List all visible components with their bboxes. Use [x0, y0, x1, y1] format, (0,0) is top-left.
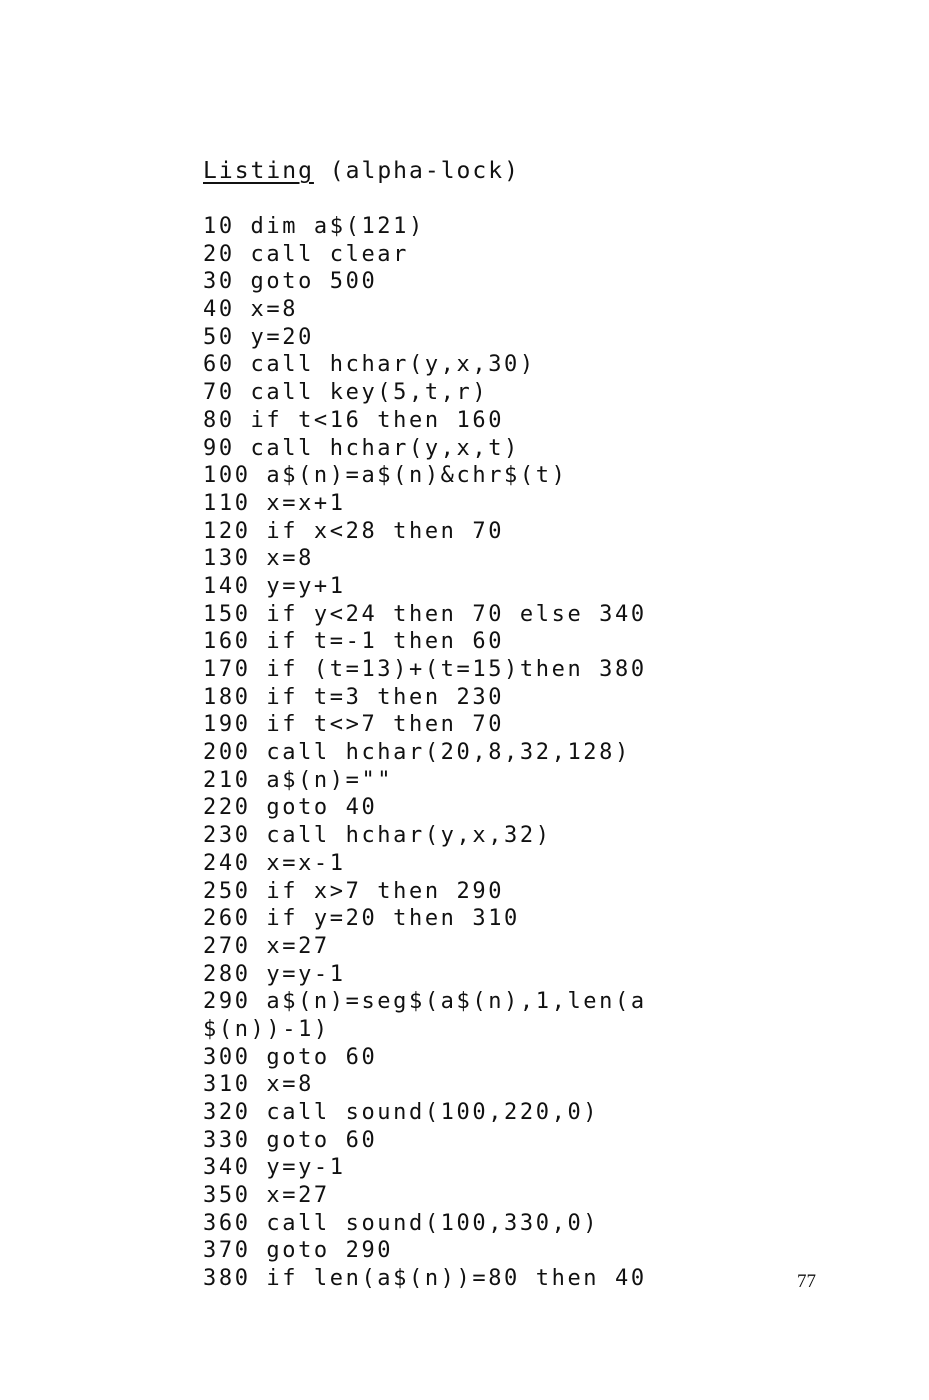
- code-line: 170 if (t=13)+(t=15)then 380: [203, 657, 647, 682]
- code-line: 230 call hchar(y,x,32): [203, 823, 552, 849]
- code-line: 220 goto 40: [203, 795, 378, 821]
- code-line: 200 call hchar(20,8,32,128): [203, 740, 631, 766]
- code-line: 330 goto 60: [203, 1127, 378, 1153]
- code-line: 210 a$(n)="": [203, 767, 394, 793]
- code-line: 320 call sound(100,220,0): [203, 1100, 600, 1125]
- code-line: 240 x=x-1: [203, 850, 346, 876]
- code-line: $(n))-1): [203, 1016, 330, 1042]
- code-line: 270 x=27: [203, 933, 330, 959]
- code-line: 110 x=x+1: [203, 490, 346, 516]
- code-line: 150 if y<24 then 70 else 340: [203, 601, 647, 627]
- code-line: 190 if t<>7 then 70: [203, 712, 505, 738]
- code-line: 260 if y=20 then 310: [203, 906, 520, 932]
- listing-heading: [203, 155, 520, 187]
- code-line: 310 x=8: [203, 1072, 314, 1098]
- code-line: 360 call sound(100,330,0): [203, 1210, 600, 1236]
- code-line: 50 y=20: [203, 324, 314, 350]
- code-line: 340 y=y-1: [203, 1155, 346, 1181]
- code-line: 90 call hchar(y,x,t): [203, 435, 520, 461]
- code-line: 370 goto 290: [203, 1238, 394, 1264]
- heading-subtitle: (alpha-lock): [313, 158, 520, 184]
- code-line: 160 if t=-1 then 60: [203, 629, 505, 655]
- code-line: 100 a$(n)=a$(n)&chr$(t): [203, 463, 568, 489]
- code-line: 130 x=8: [203, 546, 314, 572]
- code-line: 80 if t<16 then 160: [203, 407, 505, 433]
- code-line: 20 call clear: [203, 241, 409, 267]
- code-line: 180 if t=3 then 230: [203, 684, 505, 710]
- code-line: 40 x=8: [203, 297, 299, 323]
- page-number: 77: [797, 1271, 816, 1292]
- code-line: 30 goto 500: [203, 269, 378, 295]
- code-line: 280 y=y-1: [203, 961, 346, 987]
- program-listing: [203, 213, 647, 1293]
- code-line: 10 dim a$(121): [203, 214, 425, 239]
- code-line: 380 if len(a$(n))=80 then 40: [203, 1266, 647, 1292]
- code-line: 120 if x<28 then 70: [203, 518, 505, 544]
- code-line: 70 call key(5,t,r): [203, 380, 489, 406]
- code-line: 60 call hchar(y,x,30): [203, 352, 536, 378]
- code-line: 290 a$(n)=seg$(a$(n),1,len(a: [203, 989, 647, 1015]
- code-line: 140 y=y+1: [203, 573, 346, 599]
- heading-title: Listing: [203, 158, 314, 184]
- code-line: 350 x=27: [203, 1183, 330, 1209]
- code-line: 250 if x>7 then 290: [203, 878, 505, 904]
- code-line: 300 goto 60: [203, 1044, 378, 1070]
